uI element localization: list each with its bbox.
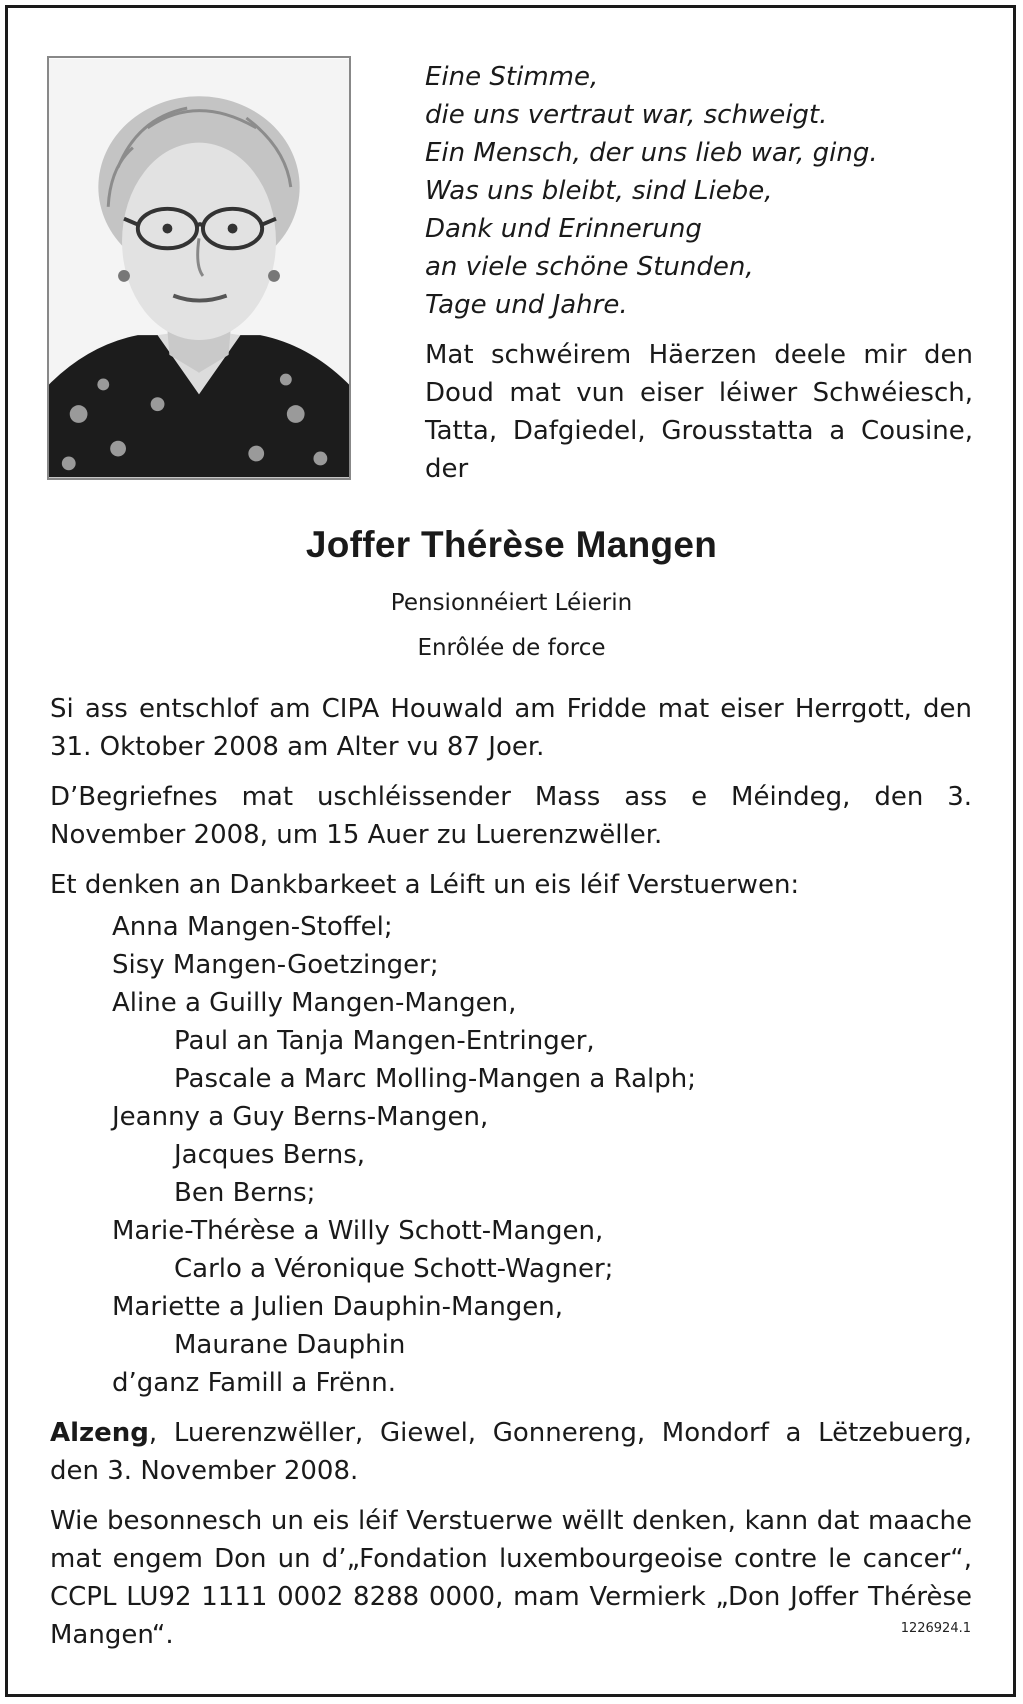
mourner: Jeanny a Guy Berns-Mangen, xyxy=(112,1102,489,1132)
poem-line: Tage und Jahre. xyxy=(425,290,628,320)
mourner: Ben Berns; xyxy=(174,1178,316,1208)
mourner: Jacques Berns, xyxy=(174,1140,366,1170)
mourner: Aline a Guilly Mangen-Mangen, xyxy=(112,988,517,1018)
intro-text: Mat schwéirem Häerzen deele mir den Doud mat vun eiser léiwer Schwéiesch, Tatta, Dafgiedel, Grousstatta a Cousine, der xyxy=(425,340,973,484)
mourner: d’ganz Famill a Frënn. xyxy=(112,1368,396,1398)
poem-line: Eine Stimme, xyxy=(425,62,599,92)
deceased-name: Joffer Thérèse Mangen xyxy=(305,524,718,565)
funeral-paragraph: D’Begriefnes mat uschléissender Mass ass e Méindeg, den 3. November 2008, um 15 Auer zu Luerenzwëller. xyxy=(50,782,972,850)
portrait-photo xyxy=(47,56,351,480)
poem xyxy=(425,58,985,324)
mourner: Sisy Mangen-Goetzinger; xyxy=(112,950,439,980)
reference-number: 1226924.1 xyxy=(900,1621,971,1636)
poem-line: Dank und Erinnerung xyxy=(425,214,702,244)
mourner: Marie-Thérèse a Willy Schott-Mangen, xyxy=(112,1216,604,1246)
place-date-paragraph xyxy=(50,1414,972,1490)
mourner: Mariette a Julien Dauphin-Mangen, xyxy=(112,1292,564,1322)
mourners-intro: Et denken an Dankbarkeet a Léift un eis léif Verstuerwen: xyxy=(50,870,800,900)
mourner: Maurane Dauphin xyxy=(174,1330,406,1360)
occupation: Pensionnéiert Léierin xyxy=(390,590,633,616)
poem-line: Was uns bleibt, sind Liebe, xyxy=(425,176,773,206)
status-note: Enrôlée de force xyxy=(417,635,606,661)
poem-line: an viele schöne Stunden, xyxy=(425,252,754,282)
poem-line: die uns vertraut war, schweigt. xyxy=(425,100,828,130)
notice-body xyxy=(50,690,972,1666)
mourner: Carlo a Véronique Schott-Wagner; xyxy=(174,1254,614,1284)
donation-paragraph: Wie besonnesch un eis léif Verstuerwe wëllt denken, kann dat maache mat engem Don un d’„Fondation luxembourgeoise contre le cancer“, CCPL LU92 1111 0002 8288 0000, mam Vermierk „Don Joffer Thérèse Mangen“. xyxy=(50,1506,972,1650)
mourner: Paul an Tanja Mangen-Entringer, xyxy=(174,1026,595,1056)
mourners-list xyxy=(50,908,972,1402)
mourner: Anna Mangen-Stoffel; xyxy=(112,912,393,942)
mourner: Pascale a Marc Molling-Mangen a Ralph; xyxy=(174,1064,696,1094)
place-rest: , Luerenzwëller, Giewel, Gonnereng, Mondorf a Lëtzebuerg, den 3. November 2008. xyxy=(50,1418,972,1486)
place-bold: Alzeng xyxy=(50,1418,149,1448)
poem-line: Ein Mensch, der uns lieb war, ging. xyxy=(425,138,878,168)
death-paragraph: Si ass entschlof am CIPA Houwald am Fridde mat eiser Herrgott, den 31. Oktober 2008 am Alter vu 87 Joer. xyxy=(50,694,972,762)
